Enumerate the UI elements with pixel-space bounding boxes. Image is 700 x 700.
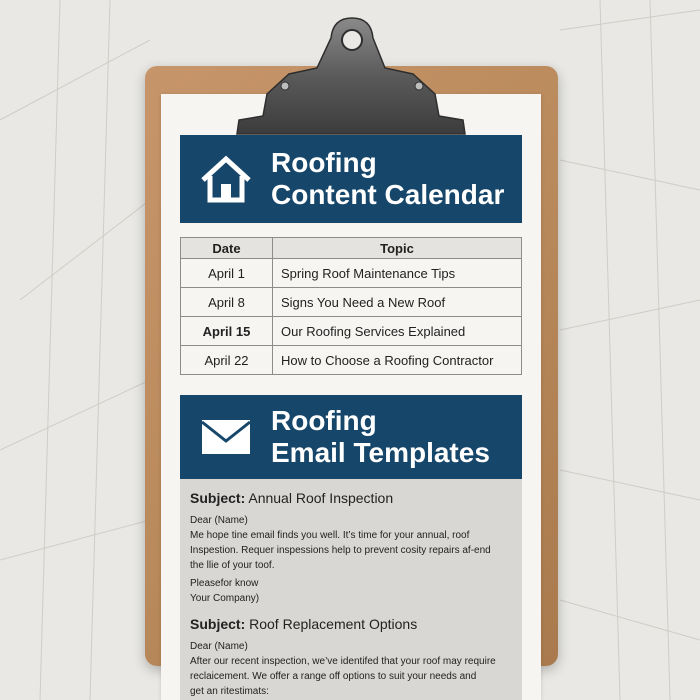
table-row: [181, 259, 522, 288]
email-templates-banner: [180, 395, 522, 479]
subject-label: Subject:: [190, 616, 246, 632]
email-template: [190, 489, 512, 606]
email-body-line: reclaicement. We offer a range off options to suit your needs and: [190, 671, 477, 682]
email-templates-title: Roofing Email Templates: [271, 405, 490, 468]
table-row: [181, 346, 522, 375]
house-icon: [199, 154, 253, 204]
content-calendar-banner: [180, 135, 522, 223]
date-column-header: Date: [181, 238, 273, 259]
row-topic: Spring Roof Maintenance Tips: [273, 259, 522, 288]
clipboard-clip-icon: [235, 16, 467, 136]
email-closing: Pleasefor know: [190, 578, 259, 589]
row-date: April 1: [181, 259, 273, 288]
table-header-row: [181, 238, 522, 259]
table-row: [181, 288, 522, 317]
subject-text: Annual Roof Inspection: [248, 490, 394, 506]
row-topic: Signs You Need a New Roof: [273, 288, 522, 317]
topic-column-header: Topic: [273, 238, 522, 259]
table-row: [181, 317, 522, 346]
envelope-icon: [199, 417, 253, 457]
row-date: April 22: [181, 346, 273, 375]
email-signature: Your Company): [190, 593, 260, 604]
email-body-line: After our recent inspection, we’ve identifed that your roof may require: [190, 656, 496, 667]
row-date: April 15: [181, 317, 273, 346]
email-body-line: Inspestion. Requer inspessions help to prevent cosity repairs af-end: [190, 545, 491, 556]
content-calendar-title: Roofing Content Calendar: [271, 147, 505, 210]
email-body-line: the llie of your toof.: [190, 560, 275, 571]
row-topic: How to Choose a Roofing Contractor: [273, 346, 522, 375]
email-template: [190, 615, 512, 699]
email-greeting: Dear (Name): [190, 515, 248, 526]
email-templates-area: [180, 479, 522, 700]
subject-label: Subject:: [190, 490, 246, 506]
row-date: April 8: [181, 288, 273, 317]
email-body-line: Me hope tine email finds you well. It’s time for your annual, roof: [190, 530, 470, 541]
email-subject: [190, 489, 512, 507]
email-subject: [190, 615, 512, 633]
content-calendar-table: [180, 237, 522, 375]
email-body-line: get an ritestimats:: [190, 686, 269, 697]
email-greeting: Dear (Name): [190, 641, 248, 652]
row-topic: Our Roofing Services Explained: [273, 317, 522, 346]
subject-text: Roof Replacement Options: [249, 616, 418, 632]
